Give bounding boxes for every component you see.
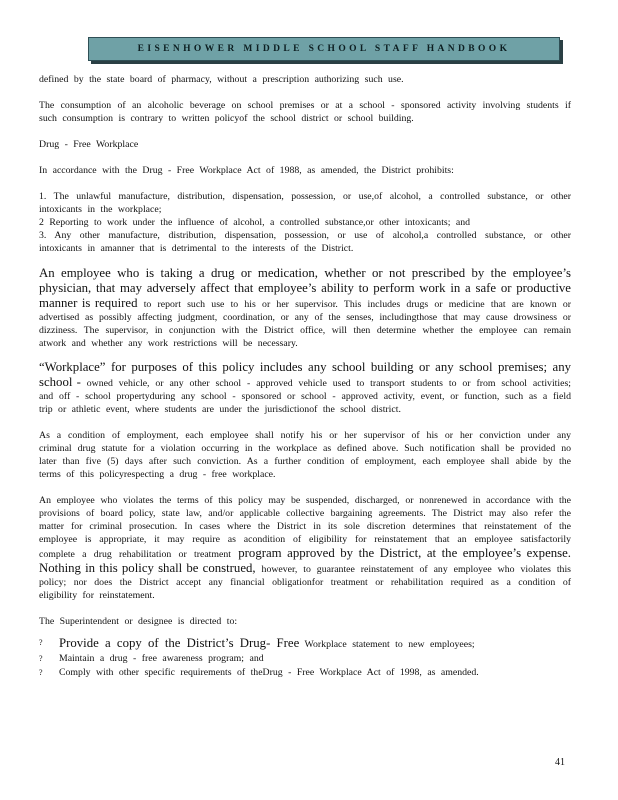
- paragraph-medication-rest: to report such use to his or her supervisor. This includes drugs or medicine that are known or advertised as possibly affecting judgment, coordination, or any of the senses, includingthose that may cause drowsiness or dizziness. The supervisor, in conjunction with the District office, will then determine whether the employee can remain atwork and whether any work restrictions will be necessary.: [39, 299, 571, 349]
- paragraph-medication-lead: An employee who is taking a drug or medication, whether or not prescribed by the employee’s physician, that may adversely affect that employee’s ability to perform work in a safe or productive manner is required: [39, 266, 571, 310]
- bullet-item-text: Workplace statement to new employees;: [299, 639, 475, 650]
- paragraph-workplace-rest: owned vehicle, or any other school - approved vehicle used to transport students to or from school activities; and off - school propertyduring any school - sponsored or school - approved activity, event, or function, such as a field trip or athletic event, where students are under the jurisdictionof the school district.: [39, 378, 571, 415]
- paragraph-violations-c: however, to guarantee reinstatement of any employee who violates this policy; nor does the District accept any financial obligationfor treatment or rehabilitation required as a condition of eligibility for reinstatement.: [39, 564, 571, 601]
- page-number: 41: [555, 757, 565, 768]
- handbook-header-banner: [88, 37, 560, 61]
- bullet-item-lead: Provide a copy of the District’s Drug- Free: [59, 636, 300, 650]
- bullet-mark: ?: [39, 654, 43, 663]
- paragraph-workplace-lead: “Workplace” for purposes of this policy includes any school building or any school premises; any school -: [39, 360, 571, 389]
- prohibition-item-3: 3. Any other manufacture, distribution, dispensation, possession, or use of alcohol,a controlled substance, or other intoxicants in amanner that is detrimental to the interests of the District.: [39, 230, 571, 254]
- bullet-mark: ?: [39, 638, 43, 647]
- section-heading-drug-free-workplace: Drug - Free Workplace: [39, 139, 139, 150]
- paragraph-alcohol: The consumption of an alcoholic beverage on school premises or at a school - sponsored activity involving students if such consumption is contrary to written policyof the school district or school building.: [39, 100, 571, 124]
- paragraph-conviction-notice: As a condition of employment, each employee shall notify his or her supervisor of his or her conviction under any criminal drug statute for a violation occurring in the workplace as defined above. Such notification shall be provided no later than five (5) days after such conviction. As a further condition of employment, each employee shall abide by the terms of this policyrespecting a drug - free workplace.: [39, 430, 571, 480]
- bullet-item-maintain-program: [39, 652, 571, 666]
- paragraph-medication: [39, 266, 571, 350]
- paragraph-district-prohibits: In accordance with the Drug - Free Workplace Act of 1988, as amended, the District prohibits:: [39, 165, 454, 176]
- handbook-title: [89, 38, 559, 60]
- paragraph-violations: [39, 494, 571, 602]
- page-content: [39, 73, 571, 680]
- bullet-mark: ?: [39, 668, 43, 677]
- bullet-item-comply: [39, 666, 571, 680]
- bullet-item-provide-copy: [39, 636, 571, 652]
- paragraph-violations-a: An employee who violates the terms of this policy may be suspended, discharged, or nonrenewed in accordance with the provisions of board policy, state law, and/or applicable collective bargaining agreements. The District may also refer the matter for criminal prosecution. In cases where the District in its sole discretion determines that reinstatement of the employee is appropriate, it may require as acondition of eligibility for reinstatement that an employee satisfactorily complete a drug rehabilitation or treatment: [39, 495, 571, 560]
- prohibition-item-2: 2 Reporting to work under the influence of alcohol, a controlled substance,or other intoxicants; and: [39, 217, 471, 228]
- handbook-title-text: EISENHOWER MIDDLE SCHOOL STAFF HANDBOOK: [137, 44, 511, 54]
- prohibition-item-1: 1. The unlawful manufacture, distribution, dispensation, possession, or use,of alcohol, a controlled substance, or other intoxicants in the workplace;: [39, 191, 571, 215]
- paragraph-violations-b: program approved by the District, at the employee’s expense. Nothing in this policy shall be construed,: [39, 546, 572, 575]
- bullet-item-text: Maintain a drug - free awareness program; and: [59, 653, 264, 664]
- paragraph-workplace-definition: [39, 360, 571, 416]
- paragraph-superintendent: The Superintendent or designee is directed to:: [39, 616, 238, 627]
- bullet-item-text: Comply with other specific requirements of theDrug - Free Workplace Act of 1998, as amended.: [59, 667, 479, 678]
- paragraph-pharmacy: defined by the state board of pharmacy, without a prescription authorizing such use.: [39, 74, 404, 85]
